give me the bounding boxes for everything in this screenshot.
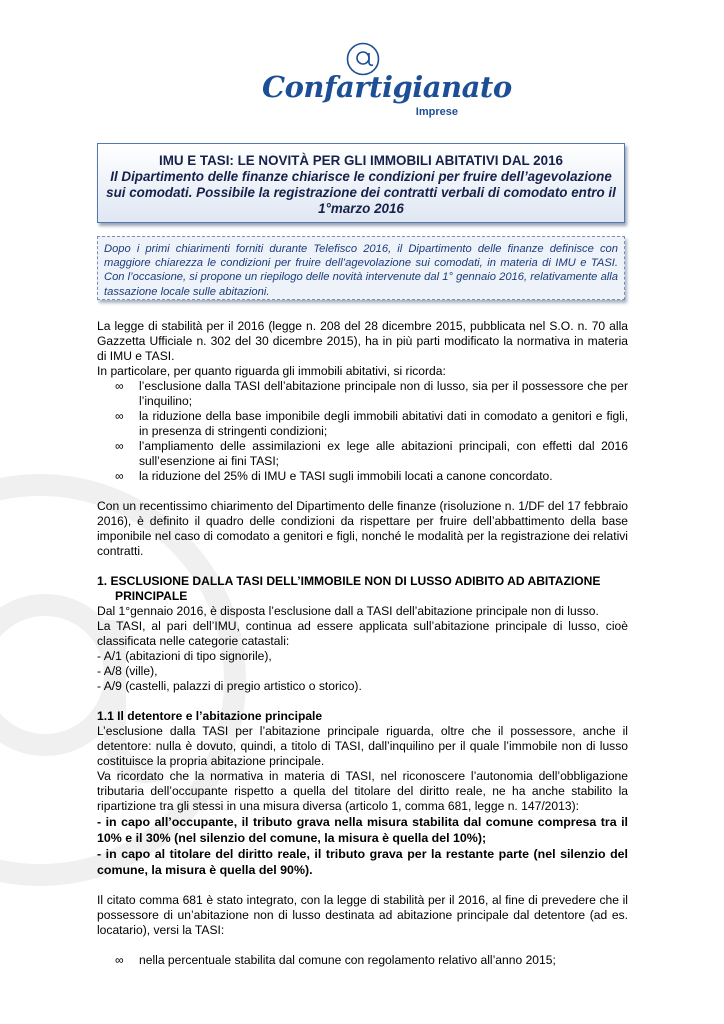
- owner-share: - in capo al titolare del diritto reale, il tributo grava per la restante parte (nel silenzio del comune, la misura è quella del 90%).: [97, 847, 628, 877]
- list-item: ∞ la riduzione della base imponibile degli immobili abitativi dati in comodato a genitori e figli, in presenza di stringenti condizioni;: [115, 409, 628, 438]
- bullet-icon: ∞: [115, 379, 124, 393]
- section-1-1-heading: 1.1 Il detentore e l’abitazione principale: [97, 709, 323, 723]
- logo-sub: Imprese: [415, 106, 458, 118]
- page-subtitle: Il Dipartimento delle finanze chiarisce le condizioni per fruire dell’agevolazione sui comodati. Possibile la registrazione dei contratti verbali di comodato entro il 1°marzo 2016: [106, 169, 616, 216]
- category-item: - A/8 (ville),: [97, 664, 158, 678]
- bullet-icon: ∞: [115, 439, 124, 453]
- section-1-paragraph-1: Dal 1°gennaio 2016, è disposta l’esclusione dall a TASI dell’abitazione principale non di lusso.: [97, 604, 599, 618]
- bullet-icon: ∞: [115, 469, 124, 483]
- category-item: - A/1 (abitazioni di tipo signorile),: [97, 649, 272, 663]
- occupant-share: - in capo all’occupante, il tributo grava nella misura stabilita dal comune compresa tra il 10% e il 30% (nel silenzio del comune, la misura è quella del 10%);: [97, 815, 628, 845]
- section-1-1-paragraph-1: L’esclusione dalla TASI per l’abitazione principale riguarda, oltre che il possessore, anche il detentore: nulla è dovuto, quindi, a titolo di TASI, dall’inquilino per il quale l’immobile non di lusso costituisce la propria abitazione principale.: [97, 724, 628, 768]
- paragraph-3: Con un recentissimo chiarimento del Dipartimento delle finanze (risoluzione n. 1/DF del 17 febbraio 2016), è definito il quadro delle condizioni da rispettare per fruire dell’abbattimento della base imponibile nel caso di comodato a genitori e figli, nonché le modalità per la registrazione dei relativi contratti.: [97, 499, 628, 558]
- section-1-1-paragraph-3: Il citato comma 681 è stato integrato, con la legge di stabilità per il 2016, al fine di prevedere che il possessore di un’abitazione non di lusso destinata ad abitazione principale dal detentore (ad es. locatario), versi la TASI:: [97, 893, 628, 937]
- title-box: [97, 143, 625, 223]
- list-item: ∞ la riduzione del 25% di IMU e TASI sugli immobili locati a canone concordato.: [115, 469, 553, 483]
- list-item: ∞ l’esclusione dalla TASI dell’abitazione principale non di lusso, sia per il possessore che per l’inquilino;: [115, 379, 628, 408]
- paragraph-1: La legge di stabilità per il 2016 (legge n. 208 del 28 dicembre 2015, pubblicata nel S.O. n. 70 alla Gazzetta Ufficiale n. 302 del 30 dicembre 2015), ha in più parti modificato la normativa in materia di IMU e TASI.: [97, 319, 628, 363]
- paragraph-2: In particolare, per quanto riguarda gli immobili abitativi, si ricorda:: [97, 364, 446, 378]
- list-item: ∞ nella percentuale stabilita dal comune con regolamento relativo all’anno 2015;: [115, 953, 556, 967]
- page-title: IMU E TASI: LE NOVITÀ PER GLI IMMOBILI ABITATIVI DAL 2016: [159, 153, 563, 168]
- tasi-list: [97, 953, 628, 968]
- section-1-heading: 1. ESCLUSIONE DALLA TASI DELL’IMMOBILE NON DI LUSSO ADIBITO AD ABITAZIONE PRINCIPALE: [97, 574, 601, 603]
- list-item: ∞ l’ampliamento delle assimilazioni ex lege alle abitazioni principali, con effetti dal 2016 sull’esenzione ai fini TASI;: [115, 439, 628, 468]
- intro-text: Dopo i primi chiarimenti forniti durante Telefisco 2016, il Dipartimento delle finanze definisce con maggiore chiarezza le condizioni per fruire dell’agevolazione sui comodati, in materia di IMU e TASI. Con l’occasione, si propone un riepilogo delle novità intervenute dal 1° gennaio 2016, relativamente alla tassazione locale sulle abitazioni.: [104, 243, 618, 298]
- logo-name: Confartigianato: [262, 70, 512, 104]
- section-1-1-paragraph-2: Va ricordato che la normativa in materia di TASI, nel riconoscere l’autonomia dell’obbligazione tributaria dell’occupante rispetto a quella del titolare del diritto reale, ne ha anche stabilito la ripartizione tra gli stessi in una misura diversa (articolo 1, comma 681, legge n. 147/2013):: [97, 769, 628, 813]
- document-body: [97, 319, 628, 968]
- novita-list: [97, 379, 628, 484]
- category-item: - A/9 (castelli, palazzi di pregio artistico o storico).: [97, 679, 362, 693]
- bullet-icon: ∞: [115, 409, 124, 423]
- bullet-icon: ∞: [115, 953, 124, 967]
- section-1-paragraph-2: La TASI, al pari dell’IMU, continua ad essere applicata sull’abitazione principale di lusso, cioè classificata nelle categorie catastali:: [97, 619, 628, 648]
- confartigianato-logo: [262, 42, 512, 124]
- intro-box: [97, 236, 625, 300]
